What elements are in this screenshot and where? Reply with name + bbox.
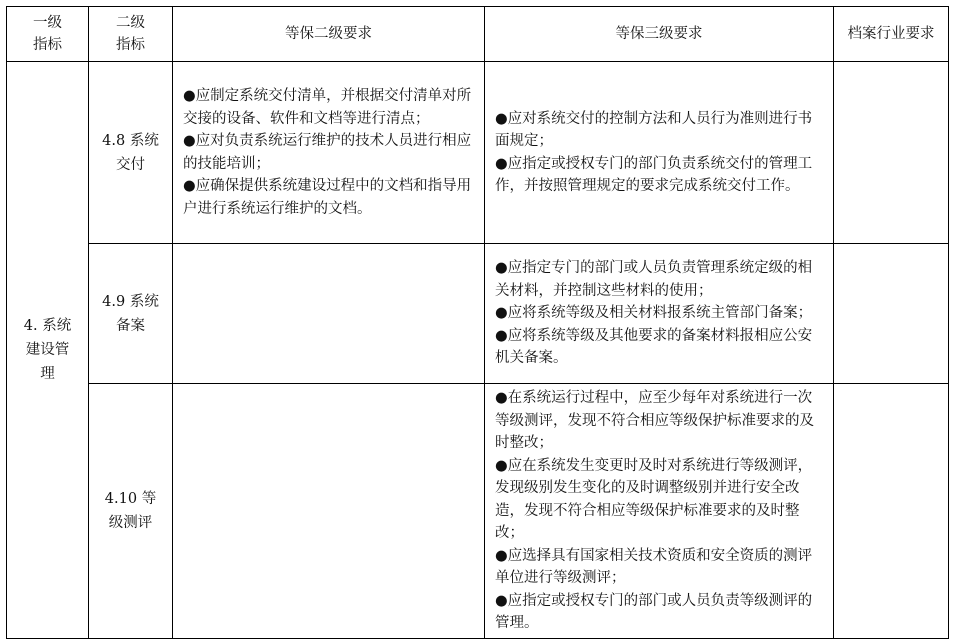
requirement-item: ●应制定系统交付清单，并根据交付清单对所交接的设备、软件和文档等进行清点； (183, 88, 472, 127)
grade3-requirements-cell (485, 62, 834, 244)
requirement-item: ●应对负责系统运行维护的技术人员进行相应的技能培训； (183, 133, 472, 172)
table-row-system-filing (7, 244, 949, 384)
table-row-grade-assessment (7, 384, 949, 639)
grade2-requirements-cell (173, 384, 485, 639)
header-grade3-requirements: 等保三级要求 (485, 7, 834, 62)
requirement-item: ●应选择具有国家相关技术资质和安全资质的测评单位进行等级测评； (495, 547, 813, 586)
requirement-item: ●应指定或授权专门的部门或人员负责等级测评的管理。 (495, 592, 813, 631)
requirement-item: ●应指定专门的部门或人员负责管理系统定级的相关材料，并控制这些材料的使用； (495, 260, 813, 299)
level2-indicator-cell (89, 62, 173, 244)
level1-indicator-line3: 理 (40, 365, 55, 382)
grade2-requirements-cell (173, 244, 485, 384)
level2-line2: 级测评 (108, 514, 153, 531)
table-body (7, 62, 949, 639)
table-header (7, 7, 949, 62)
requirement-item: ●应确保提供系统建设过程中的文档和指导用户进行系统运行维护的文档。 (183, 178, 472, 217)
level2-line1: 4.10 等 (104, 490, 157, 507)
level2-line2: 备案 (116, 317, 145, 334)
level2-line1: 4.8 系统 (102, 132, 159, 149)
header-level2-line1: 二级 (116, 15, 145, 31)
level1-indicator-line1: 4. 系统 (23, 317, 72, 334)
level2-line2: 交付 (116, 156, 145, 173)
header-level2-indicator (89, 7, 173, 62)
archive-requirements-cell (834, 244, 949, 384)
level2-indicator-cell (89, 244, 173, 384)
header-grade2-requirements: 等保二级要求 (173, 7, 485, 62)
requirement-item: ●在系统运行过程中，应至少每年对系统进行一次等级测评，发现不符合相应等级保护标准要求的及时整改； (495, 390, 814, 451)
requirement-item: ●应在系统发生变更时及时对系统进行等级测评，发现级别发生变化的及时调整级别并进行安全改造，发现不符合相应等级保护标准要求的及时整改； (495, 457, 813, 541)
table-row-system-delivery (7, 62, 949, 244)
header-level1-line2: 指标 (33, 37, 62, 53)
requirements-table (6, 6, 949, 639)
requirement-item: ●应将系统等级及相关材料报系统主管部门备案； (495, 305, 813, 322)
header-row (7, 7, 949, 62)
grade3-requirements-cell (485, 384, 834, 639)
archive-requirements-cell (834, 384, 949, 639)
level1-indicator-cell (7, 62, 89, 639)
requirement-item: ●应对系统交付的控制方法和人员行为准则进行书面规定； (495, 110, 813, 149)
grade3-requirements-cell (485, 244, 834, 384)
level2-line1: 4.9 系统 (102, 293, 159, 310)
requirement-item: ●应将系统等级及其他要求的备案材料报相应公安机关备案。 (495, 327, 813, 367)
header-level2-line2: 指标 (116, 37, 145, 53)
level1-indicator-line2: 建设管 (25, 341, 70, 358)
header-level1-indicator (7, 7, 89, 62)
header-archive-requirements: 档案行业要求 (834, 7, 949, 62)
header-level1-line1: 一级 (33, 15, 62, 31)
requirement-item: ●应指定或授权专门的部门负责系统交付的管理工作，并按照管理规定的要求完成系统交付工作。 (495, 155, 813, 194)
level2-indicator-cell (89, 384, 173, 639)
grade2-requirements-cell (173, 62, 485, 244)
archive-requirements-cell (834, 62, 949, 244)
